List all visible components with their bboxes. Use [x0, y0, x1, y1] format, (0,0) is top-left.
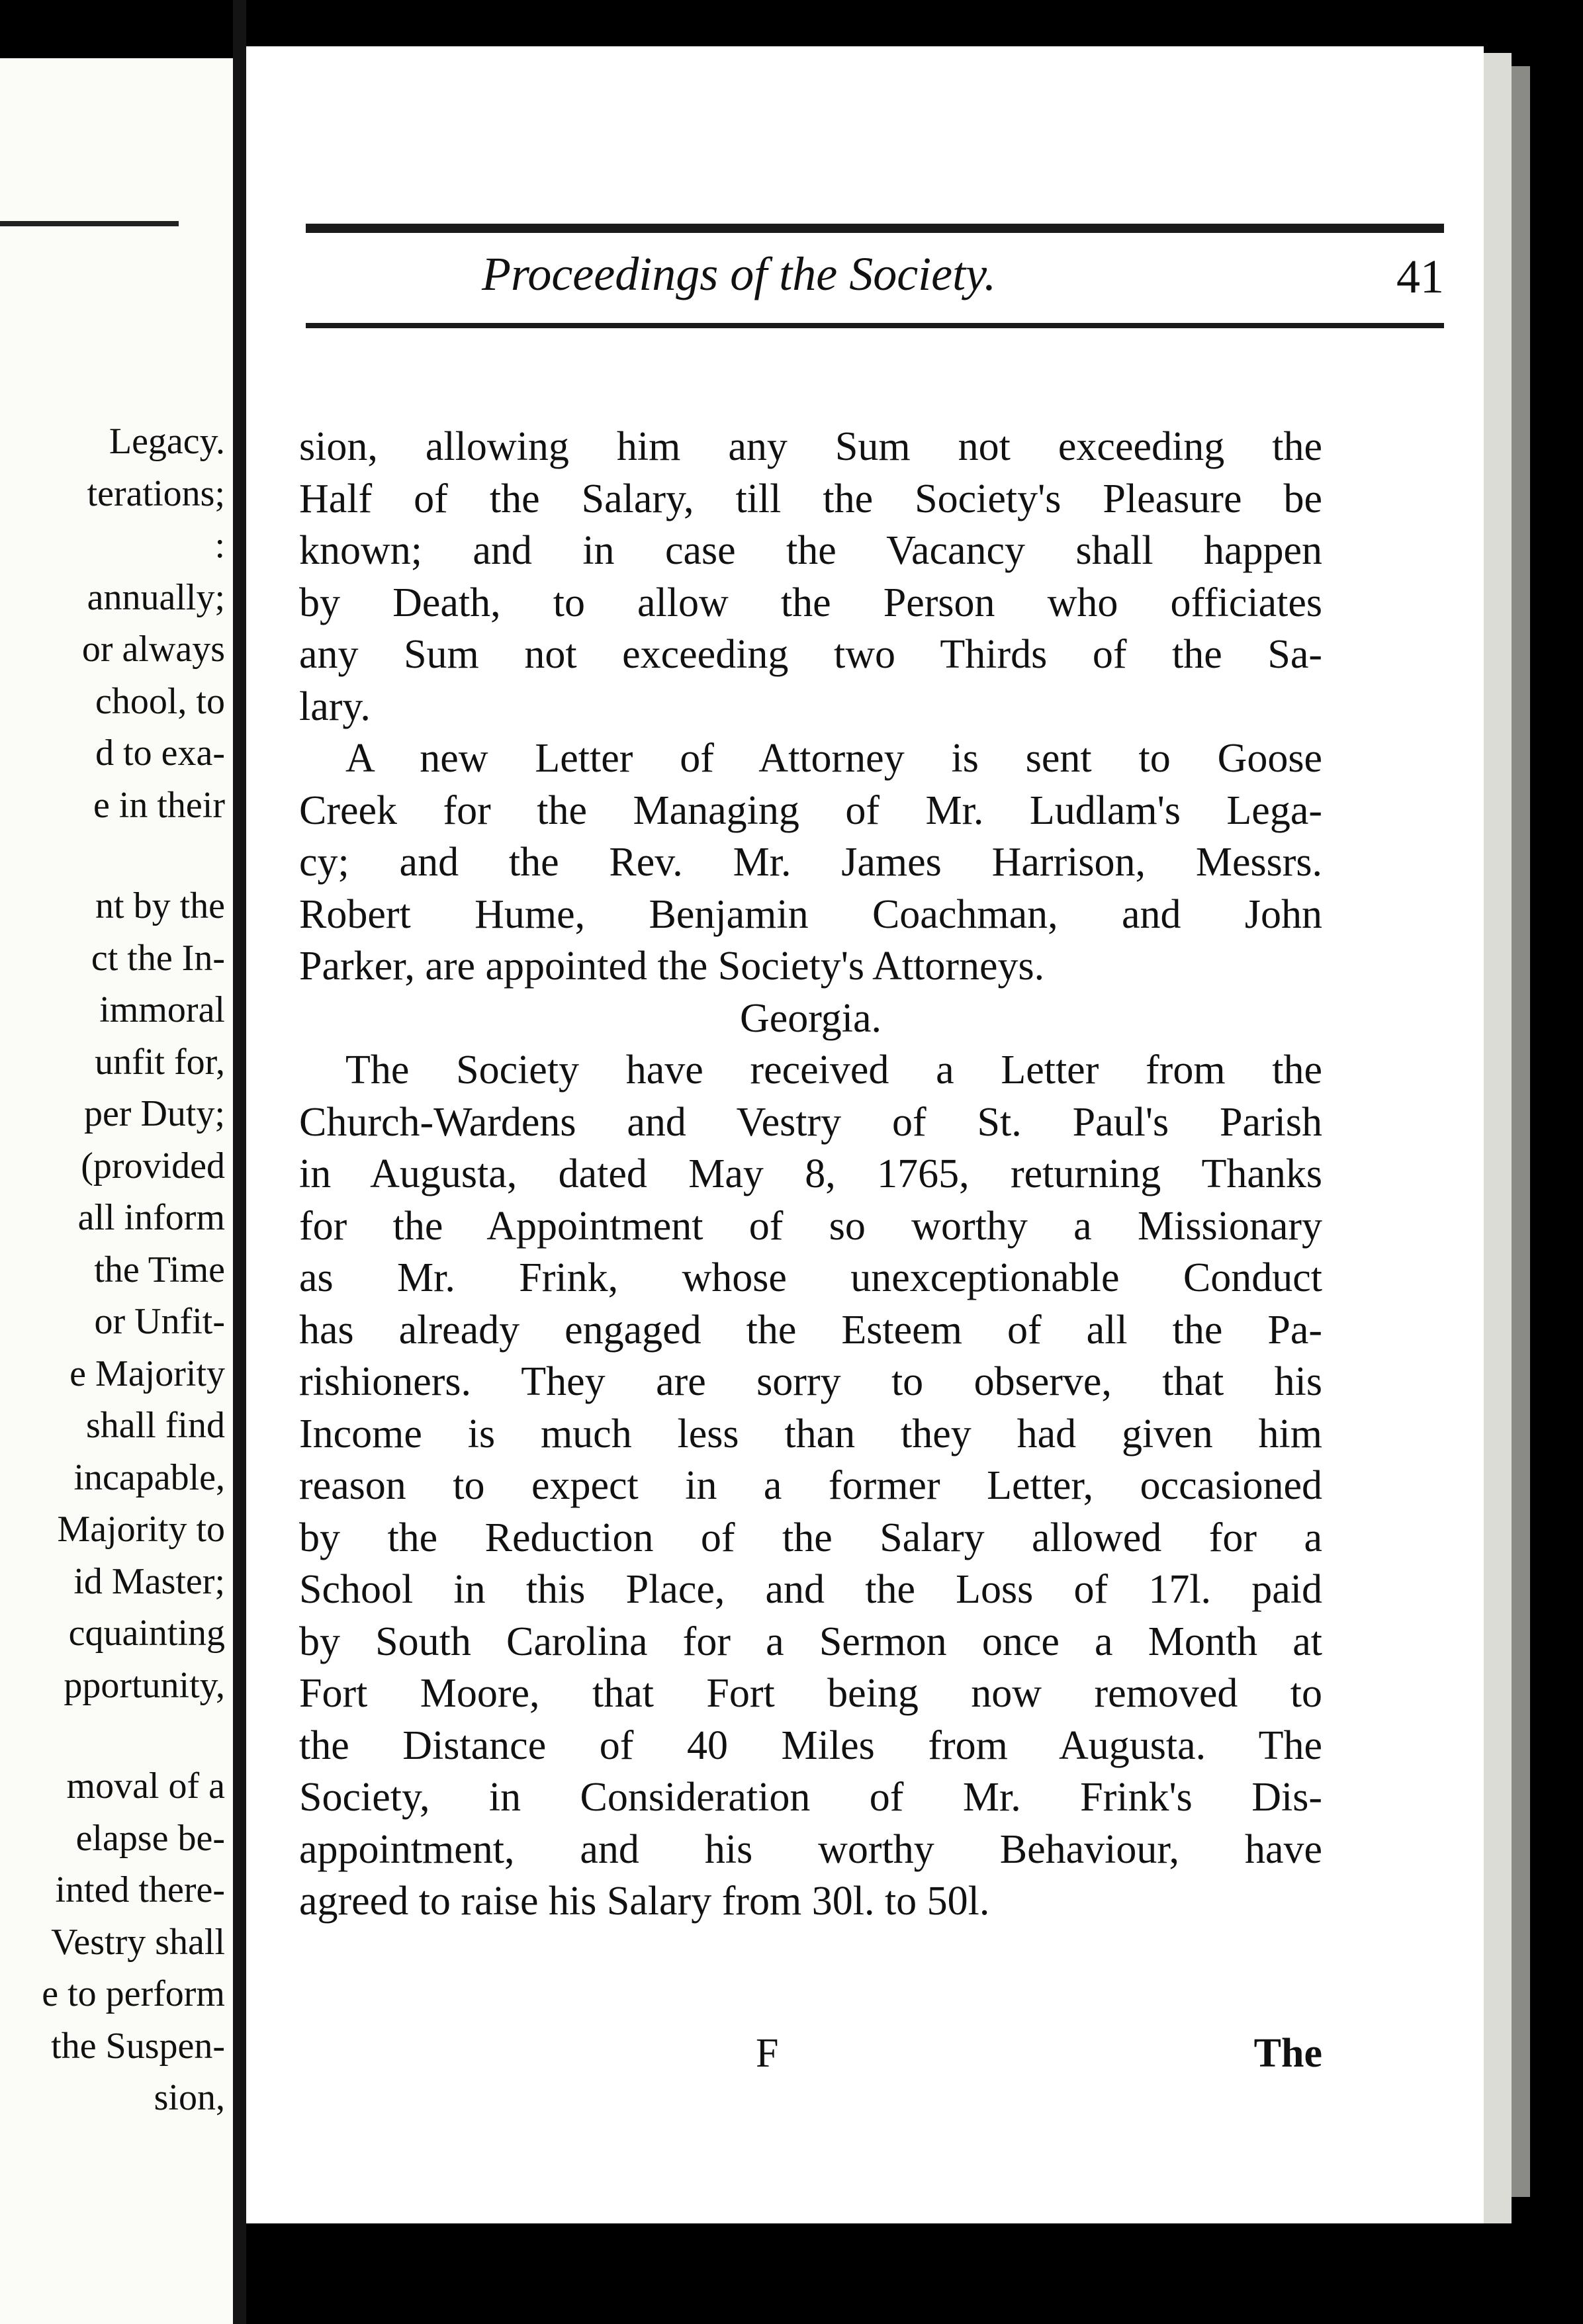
left-line: Legacy.	[109, 421, 225, 462]
text-line: as Mr. Frink, whose unexceptionable Conduct	[299, 1255, 1322, 1300]
text-line: appointment, and his worthy Behaviour, have	[299, 1826, 1322, 1872]
left-line: cquainting	[68, 1613, 225, 1654]
text-line: Half of the Salary, till the Society's Pleasure be	[299, 476, 1322, 521]
signature-mark: F	[756, 2031, 779, 2076]
page-edge	[1484, 53, 1512, 2223]
left-line: moval of a	[66, 1765, 225, 1807]
header-top-rule	[306, 224, 1444, 233]
left-line: unfit for,	[95, 1041, 225, 1083]
left-line: e to perform	[42, 1973, 225, 2014]
text-line: any Sum not exceeding two Thirds of the Sa-	[299, 632, 1322, 677]
text-line: reason to expect in a former Letter, occasioned	[299, 1463, 1322, 1508]
text-line: Robert Hume, Benjamin Coachman, and John	[299, 891, 1322, 937]
left-page-rule	[0, 221, 179, 226]
left-line: or always	[81, 629, 225, 670]
text-line: by the Reduction of the Salary allowed for a	[299, 1515, 1322, 1560]
text-line: Church-Wardens and Vestry of St. Paul's Parish	[299, 1099, 1322, 1145]
left-line: the Time	[94, 1249, 225, 1290]
text-line: A new Letter of Attorney is sent to Goose	[345, 736, 1322, 781]
text-line: Society, in Consideration of Mr. Frink's Dis-	[299, 1775, 1322, 1820]
text-line: Parker, are appointed the Society's Attorneys.	[299, 944, 1045, 989]
text-line: agreed to raise his Salary from 30l. to 50l.	[299, 1879, 990, 1924]
left-line: id Master;	[73, 1560, 225, 1602]
left-line: Vestry shall	[51, 1921, 225, 1963]
facing-page-left	[0, 58, 233, 2324]
left-line: or Unfit-	[94, 1301, 225, 1342]
left-line: incapable,	[73, 1456, 225, 1498]
text-line: in Augusta, dated May 8, 1765, returning Thanks	[299, 1151, 1322, 1196]
section-heading: Georgia.	[739, 995, 882, 1041]
left-line: annually;	[87, 576, 225, 618]
text-line: cy; and the Rev. Mr. James Harrison, Messrs.	[299, 840, 1322, 885]
text-line: lary.	[299, 684, 371, 729]
running-title: Proceedings of the Society.	[482, 247, 997, 300]
text-line: The Society have received a Letter from the	[345, 1048, 1322, 1093]
left-line: (provided	[81, 1145, 225, 1186]
left-line: nt by the	[95, 885, 225, 926]
left-line: shall find	[86, 1405, 225, 1446]
left-line: all inform	[77, 1197, 225, 1238]
left-line: chool, to	[95, 680, 225, 722]
header-bottom-rule	[306, 323, 1444, 328]
catchword: The	[1253, 2031, 1322, 2076]
page-edge-shadow	[1512, 66, 1530, 2197]
left-page-text	[0, 416, 225, 2124]
text-line: Fort Moore, that Fort being now removed to	[299, 1671, 1322, 1716]
page-number: 41	[1396, 250, 1444, 303]
left-line: e Majority	[69, 1353, 225, 1394]
left-line: e in their	[93, 784, 225, 826]
left-line: inted there-	[55, 1869, 225, 1910]
left-line: sion,	[154, 2077, 225, 2118]
text-line: has already engaged the Esteem of all the Pa-	[299, 1307, 1322, 1353]
text-line: by South Carolina for a Sermon once a Month at	[299, 1619, 1322, 1664]
left-line: pportunity,	[64, 1664, 225, 1706]
book-gutter	[233, 0, 246, 2324]
left-line: :	[214, 525, 225, 566]
text-line: by Death, to allow the Person who officiates	[299, 580, 1322, 625]
text-line: School in this Place, and the Loss of 17l. paid	[299, 1567, 1322, 1612]
left-line: per Duty;	[83, 1093, 225, 1134]
text-line: the Distance of 40 Miles from Augusta. The	[299, 1722, 1322, 1768]
page-41	[246, 46, 1484, 2223]
left-line: d to exa-	[95, 733, 225, 774]
left-line: terations;	[87, 472, 225, 514]
left-line: immoral	[99, 989, 225, 1030]
text-line: for the Appointment of so worthy a Missionary	[299, 1203, 1322, 1249]
text-line: sion, allowing him any Sum not exceeding the	[299, 424, 1322, 469]
left-line: ct the In-	[91, 937, 225, 979]
left-line: Majority to	[57, 1509, 225, 1550]
body-text	[299, 421, 1322, 1928]
text-line: Income is much less than they had given him	[299, 1411, 1322, 1456]
left-line: the Suspen-	[51, 2025, 225, 2067]
text-line: known; and in case the Vacancy shall happen	[299, 528, 1322, 573]
left-line: elapse be-	[75, 1817, 225, 1859]
page-footer	[299, 2024, 1322, 2083]
text-line: rishioners. They are sorry to observe, that his	[299, 1359, 1322, 1404]
text-line: Creek for the Managing of Mr. Ludlam's Lega-	[299, 787, 1322, 833]
